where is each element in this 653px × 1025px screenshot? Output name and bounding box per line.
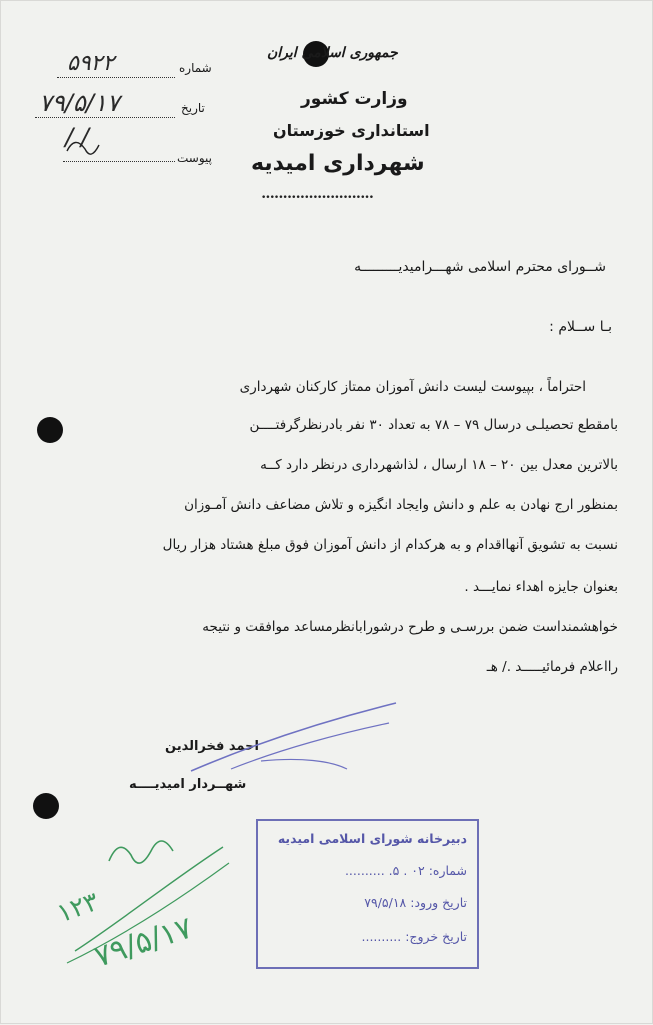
letterhead-ministry: وزارت کشور — [301, 89, 408, 109]
green-note-stroke-1 — [75, 847, 223, 951]
body-line-2: بامقطع تحصیلـی درسال ۷۹ – ۷۸ به تعداد ۳۰ نفر بادرنظرگرفتــــن — [249, 417, 618, 433]
handwritten-note-number: ۱۲۳ — [53, 886, 103, 930]
body-line-6: بعنوان جایزه اهداء نمایـــد . — [464, 579, 618, 595]
body-line-3: بالاترین معدل بین ۲۰ – ۱۸ ارسال ، لذاشهرداری درنظر دارد کــه — [260, 457, 618, 473]
body-line-8: رااعلام فرمائیـــــد ./ هـ — [486, 659, 618, 675]
letterhead-municipality: شهرداری امیدیه — [251, 151, 425, 176]
blue-signature-stroke-1 — [191, 703, 396, 771]
body-line-4: بمنظور ارج نهادن به علم و دانش وایجاد انگیزه و تلاش مضاعف دانش آمـوزان — [184, 497, 618, 513]
date-extra: / / — [65, 123, 89, 151]
body-line-7: خواهشمنداست ضمن بررسـی و طرح درشورابانظرمساعد موافقت و نتیجه — [202, 619, 618, 635]
date-value: ۷۹/۵/۱۷ — [39, 89, 120, 117]
number-value: ۵۹۲۲ — [67, 51, 115, 76]
greeting-line: بـا ســلام : — [549, 319, 612, 335]
blue-signature-stroke-3 — [261, 759, 347, 769]
stamp-number-line: شماره: ۰۲ . ۵. .......... — [344, 863, 467, 878]
letterhead-ornament: •••••••••••••••••••••••••• — [261, 193, 374, 203]
date-flourish — [67, 142, 99, 154]
green-note-stroke-2 — [67, 863, 229, 963]
stamp-date-out-line: تاریخ خروج: .......... — [361, 929, 467, 944]
date-label: تاریخ — [181, 101, 205, 115]
letterhead-republic: جمهوری اسلامی ایران — [267, 45, 398, 61]
letterhead-governorate: استانداری خوزستان — [273, 121, 430, 140]
body-line-5: نسبت به تشویق آنهااقدام و به هرکدام از دانش آموزان فوق مبلغ هشتاد هزار ریال — [162, 537, 618, 553]
handwritten-note-date: ۷۹/۵/۱۷ — [90, 910, 197, 975]
number-label: شماره — [179, 61, 212, 75]
stamp-date-in-line: تاریخ ورود: ۷۹/۵/۱۸ — [364, 895, 467, 910]
green-note-scribble — [109, 841, 173, 863]
signature-name: احمد فخرالدین — [165, 739, 259, 754]
stamp-title: دبیرخانه شورای اسلامی امیدیه — [277, 831, 467, 846]
pen-strokes-overlay — [1, 1, 653, 1025]
recipient-line: شــورای محترم اسلامی شهـــرامیدیـــــــــه — [354, 259, 606, 275]
signature-title: شهــردار امیدیــــه — [129, 777, 247, 792]
attachment-label: پیوست — [177, 151, 212, 165]
body-line-1: احتراماً ، بپیوست لیست دانش آموزان ممتاز کارکنان شهرداری — [239, 379, 586, 395]
